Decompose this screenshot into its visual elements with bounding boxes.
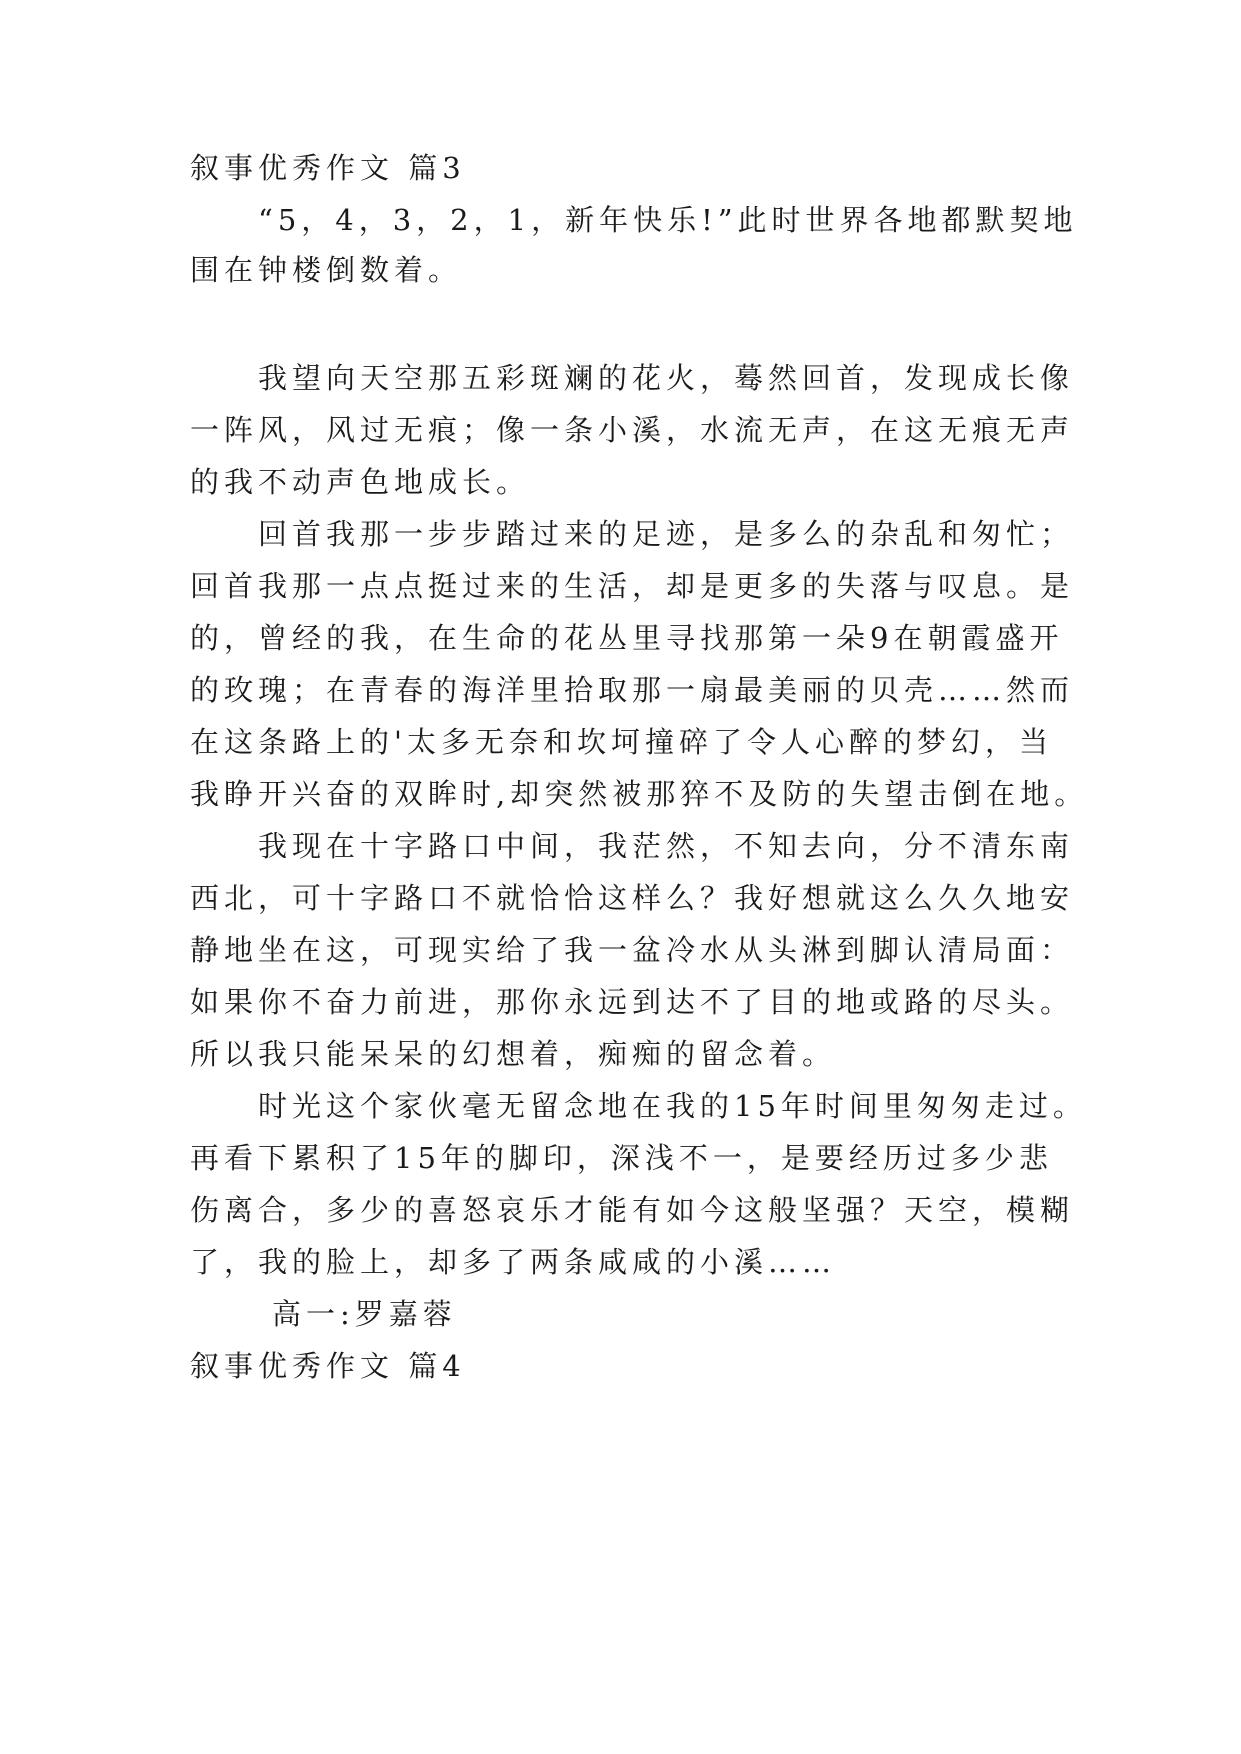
paragraph-3-line-6: 我睁开兴奋的双眸时,却突然被那猝不及防的失望击倒在地。 [190,777,1089,811]
paragraph-2-line-2: 一阵风，风过无痕；像一条小溪，水流无声，在这无痕无声 [190,413,1075,447]
paragraph-3-line-2: 回首我那一点点挺过来的生活，却是更多的失落与叹息。是 [190,569,1075,603]
paragraph-3-line-4: 的玫瑰；在青春的海洋里拾取那一扇最美丽的贝壳……然而 [190,673,1075,707]
paragraph-4-line-2: 西北，可十字路口不就恰恰这样么？我好想就这么久久地安 [190,881,1075,915]
paragraph-5-line-4: 了，我的脸上，却多了两条咸咸的小溪…… [190,1245,837,1279]
paragraph-5-line-2: 再看下累积了15年的脚印，深浅不一，是要经历过多少悲 [190,1141,1053,1175]
paragraph-4-line-1: 我现在十字路口中间，我茫然，不知去向，分不清东南 [258,829,1075,863]
paragraph-1-line-2: 围在钟楼倒数着。 [190,253,463,287]
paragraph-4-line-3: 静地坐在这，可现实给了我一盆冷水从头淋到脚认清局面： [190,933,1075,967]
paragraph-4-line-4: 如果你不奋力前进，那你永远到达不了目的地或路的尽头。 [190,985,1075,1019]
author-byline: 高一:罗嘉蓉 [272,1297,457,1331]
paragraph-3-line-5: 在这条路上的'太多无奈和坎坷撞碎了令人心醉的梦幻，当 [190,725,1053,759]
paragraph-5-line-3: 伤离合，多少的喜怒哀乐才能有如今这般坚强？天空，模糊 [190,1193,1075,1227]
paragraph-3-line-3: 的，曾经的我，在生命的花丛里寻找那第一朵9在朝霞盛开 [190,621,1064,655]
paragraph-2-line-3: 的我不动声色地成长。 [190,465,531,499]
essay-heading-4: 叙事优秀作文 篇4 [190,1349,466,1383]
paragraph-2-line-1: 我望向天空那五彩斑斓的花火，蓦然回首，发现成长像 [258,361,1075,395]
paragraph-5-line-1: 时光这个家伙毫无留念地在我的15年时间里匆匆走过。 [258,1089,1087,1123]
essay-heading-3: 叙事优秀作文 篇3 [190,151,466,185]
paragraph-4-line-5: 所以我只能呆呆的幻想着，痴痴的留念着。 [190,1037,837,1071]
paragraph-1-line-1: “5，4，3，2，1，新年快乐!”此时世界各地都默契地 [258,203,1078,237]
paragraph-3-line-1: 回首我那一步步踏过来的足迹，是多么的杂乱和匆忙； [258,517,1075,551]
